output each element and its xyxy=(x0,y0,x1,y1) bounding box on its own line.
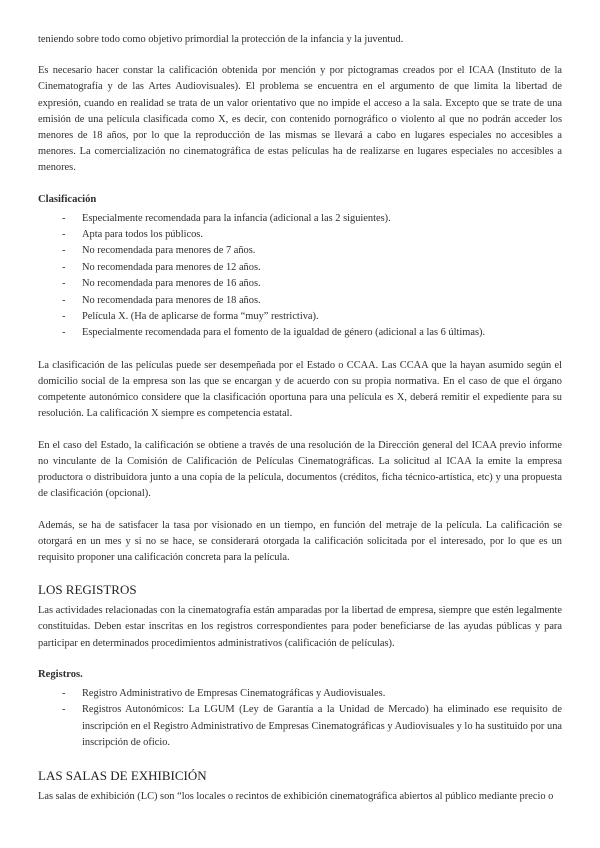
dash-bullet: - xyxy=(62,261,66,273)
list-item-text: Registro Administrativo de Empresas Cinematográficas y Audiovisuales. xyxy=(82,687,386,699)
paragraph-tasa: Además, se ha de satisfacer la tasa por visionado en un tiempo, en función del metraje de la película. La calificación se otorgará en un mes y si no se hace, se considerará otorgada la calificación solicitada por el interesado, por lo que es un requisito proponer una calificación concreta para la película. xyxy=(38,519,562,563)
paragraph-clasificacion-body: La clasificación de las películas puede ser desempeñada por el Estado o CCAA. Las CCAA que la hayan asumido según el domicilio social de la empresa son las que se encargan y de acuerdo con su propia normativa. En el caso de que el órgano competente autonómico considere que la clasificación oportuna para una película es X, deberá remitir el expediente para su resolución. La calificación X siempre es competencia estatal. xyxy=(38,359,562,420)
list-item xyxy=(38,211,562,227)
paragraph-registros-intro: Las actividades relacionadas con la cinematografía están amparadas por la libertad de empresa, siempre que estén legalmente constituidas. Deben estar inscritas en los registros correspondientes para poder beneficiarse de las ayudas públicas y para participar en determinados procedimientos administrativos (calificación de películas). xyxy=(38,605,562,649)
heading-los-registros: LOS REGISTROS xyxy=(38,582,137,598)
list-item-text: No recomendada para menores de 18 años. xyxy=(82,294,261,306)
list-item xyxy=(38,702,562,751)
heading-salas: LAS SALAS DE EXHIBICIÓN xyxy=(38,768,207,784)
list-item-text: No recomendada para menores de 16 años. xyxy=(82,278,261,290)
list-item-text: Especialmente recomendada para la infancia (adicional a las 2 siguientes). xyxy=(82,212,391,224)
dash-bullet: - xyxy=(62,687,66,699)
dash-bullet: - xyxy=(62,229,66,241)
paragraph-salas-intro: Las salas de exhibición (LC) son “los locales o recintos de exhibición cinematográfica abiertos al público mediante precio o xyxy=(38,791,554,803)
list-item xyxy=(38,243,562,259)
list-item xyxy=(38,293,562,309)
heading-clasificacion: Clasificación xyxy=(38,193,97,205)
paragraph-estado: En el caso del Estado, la calificación se obtiene a través de una resolución de la Dirección general del ICAA previo informe no vinculante de la Comisión de Calificación de Películas Cinematográficas. La solicitud al ICAA la emite la empresa productora o distribuidora junto a una copia de la película, documentos (créditos, ficha técnico-artística, etc) y una propuesta de clasificación (opcional). xyxy=(38,439,562,500)
list-item-text: No recomendada para menores de 7 años. xyxy=(82,245,256,257)
list-item xyxy=(38,686,562,702)
dash-bullet: - xyxy=(62,327,66,339)
paragraph-calificacion-icaa: Es necesario hacer constar la calificación obtenida por mención y por pictogramas creados por el ICAA (Instituto de la Cinematografía y de las Artes Audiovisuales). El problema se encuentra en el argumento de que limita la libertad de expresión, cuando en realidad se trata de un valor orientativo que no impide el acceso a la sala. Excepto que se trate de una emisión de una película clasificada como X, es decir, con contenido pornográfico o violento al que no podrán acceder los menores de 18 años, por lo que la reproducción de las mismas se llevará a cabo en lugares especiales no accesibles a menores. La comercialización no cinematográfica de estas películas ha de realizarse en lugares especiales no accesibles a menores. xyxy=(38,65,562,174)
dash-bullet: - xyxy=(62,212,66,224)
dash-bullet: - xyxy=(62,294,66,306)
paragraph-intro: teniendo sobre todo como objetivo primordial la protección de la infancia y la juventud. xyxy=(38,34,404,45)
dash-bullet: - xyxy=(62,704,66,716)
heading-registros: Registros. xyxy=(38,668,83,680)
list-item-text: Registros Autonómicos: La LGUM (Ley de Garantía a la Unidad de Mercado) ha eliminado ese requisito de inscripción en el Registro Administrativo de Empresas Cinematográficas y Audiovisuales y lo ha sustituido por una inscripción de oficio. xyxy=(82,704,562,748)
list-item-text: No recomendada para menores de 12 años. xyxy=(82,261,261,273)
registros-list xyxy=(38,686,562,752)
list-item-text: Apta para todos los públicos. xyxy=(82,229,203,241)
list-item-text: Película X. (Ha de aplicarse de forma “muy” restrictiva). xyxy=(82,311,319,323)
dash-bullet: - xyxy=(62,278,66,290)
list-item-text: Especialmente recomendada para el fomento de la igualdad de género (adicional a las 6 últimas). xyxy=(82,327,486,339)
dash-bullet: - xyxy=(62,245,66,257)
list-item xyxy=(38,276,562,292)
list-item xyxy=(38,325,562,341)
list-item xyxy=(38,309,562,325)
dash-bullet: - xyxy=(62,311,66,323)
list-item xyxy=(38,227,562,243)
clasificacion-list xyxy=(38,211,562,342)
list-item xyxy=(38,260,562,276)
